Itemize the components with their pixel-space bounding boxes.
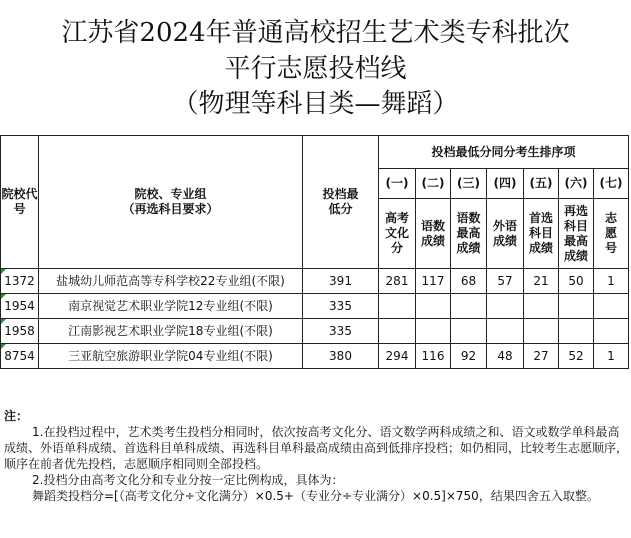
- school-code: 1954: [1, 294, 39, 319]
- rank-1: (一): [379, 169, 416, 199]
- subhead-first-subject: 首选科目成绩: [524, 199, 559, 269]
- chinese-math-score: 117: [416, 269, 451, 294]
- rank-5: (五): [524, 169, 559, 199]
- chinese-math-max-score: 68: [451, 269, 487, 294]
- culture-score: 281: [379, 269, 416, 294]
- header-sort-group: 投档最低分同分考生排序项: [379, 136, 629, 169]
- second-subject-max-score: [559, 319, 594, 344]
- chinese-math-score: 116: [416, 344, 451, 369]
- school-code: 8754: [1, 344, 39, 369]
- header-min-score: 投档最低分: [303, 136, 379, 269]
- note-item-2: 2.投档分由高考文化分和专业分按一定比例构成，具体为：: [32, 473, 344, 487]
- school-group: 南京视觉艺术职业学院12专业组(不限): [39, 294, 303, 319]
- rank-7: (七): [594, 169, 629, 199]
- header-school-line1: 院校、专业组: [134, 187, 207, 201]
- school-group: 盐城幼儿师范高等专科学校22专业组(不限): [39, 269, 303, 294]
- school-group: 江南影视艺术职业学院18专业组(不限): [39, 319, 303, 344]
- note-formula: 舞蹈类投档分=[（高考文化分÷文化满分）×0.5+（专业分÷专业满分）×0.5]×750，结果四舍五入取整。: [32, 489, 599, 503]
- subhead-foreign-language: 外语成绩: [487, 199, 524, 269]
- chinese-math-max-score: [451, 319, 487, 344]
- table-row: [1, 294, 629, 319]
- school-code: 1372: [1, 269, 39, 294]
- header-school: [39, 136, 303, 269]
- doc-title-line2: 平行志愿投档线: [224, 54, 407, 84]
- notes-label: 注：: [4, 409, 29, 423]
- table-row: [1, 269, 629, 294]
- subhead-chinese-math: 语数成绩: [416, 199, 451, 269]
- subhead-second-subject-max: 再选科目最高成绩: [559, 199, 594, 269]
- first-subject-score: 27: [524, 344, 559, 369]
- school-group: 三亚航空旅游职业学院04专业组(不限): [39, 344, 303, 369]
- chinese-math-max-score: 92: [451, 344, 487, 369]
- min-score: 335: [303, 294, 379, 319]
- foreign-language-score: [487, 294, 524, 319]
- min-score: 391: [303, 269, 379, 294]
- chinese-math-max-score: [451, 294, 487, 319]
- rank-4: (四): [487, 169, 524, 199]
- rank-6: (六): [559, 169, 594, 199]
- chinese-math-score: [416, 294, 451, 319]
- choice-number: [594, 294, 629, 319]
- culture-score: [379, 319, 416, 344]
- second-subject-max-score: [559, 294, 594, 319]
- subhead-culture-score: 高考文化分: [379, 199, 416, 269]
- choice-number: 1: [594, 269, 629, 294]
- culture-score: [379, 294, 416, 319]
- first-subject-score: [524, 294, 559, 319]
- rank-2: (二): [416, 169, 451, 199]
- second-subject-max-score: 52: [559, 344, 594, 369]
- chinese-math-score: [416, 319, 451, 344]
- foreign-language-score: [487, 319, 524, 344]
- culture-score: 294: [379, 344, 416, 369]
- subhead-chinese-math-max: 语数最高成绩: [451, 199, 487, 269]
- doc-title-line3: （物理等科目类—舞蹈）: [172, 89, 459, 119]
- second-subject-max-score: 50: [559, 269, 594, 294]
- choice-number: 1: [594, 344, 629, 369]
- table-row: [1, 344, 629, 369]
- first-subject-score: [524, 319, 559, 344]
- min-score: 380: [303, 344, 379, 369]
- first-subject-score: 21: [524, 269, 559, 294]
- notes-section: [4, 408, 628, 504]
- foreign-language-score: 57: [487, 269, 524, 294]
- header-code: 院校代号: [1, 136, 39, 269]
- foreign-language-score: 48: [487, 344, 524, 369]
- choice-number: [594, 319, 629, 344]
- subhead-choice-number: 志愿号: [594, 199, 629, 269]
- header-school-line2: （再选科目要求）: [122, 202, 219, 216]
- school-code: 1958: [1, 319, 39, 344]
- score-table: [0, 135, 629, 369]
- doc-title-line1: 江苏省2024年普通高校招生艺术类专科批次: [61, 18, 570, 48]
- min-score: 335: [303, 319, 379, 344]
- rank-3: (三): [451, 169, 487, 199]
- note-item-1: 1.在投档过程中，艺术类考生投档分相同时，依次按高考文化分、语文数学两科成绩之和、语文或数学单科最高成绩、外语单科成绩、首选科目单科成绩、再选科目单科最高成绩由高到低排序投档；如仍相同，比较考生志愿顺序，顺序在前者优先投档，志愿顺序相同则全部投档。: [4, 425, 629, 471]
- table-row: [1, 319, 629, 344]
